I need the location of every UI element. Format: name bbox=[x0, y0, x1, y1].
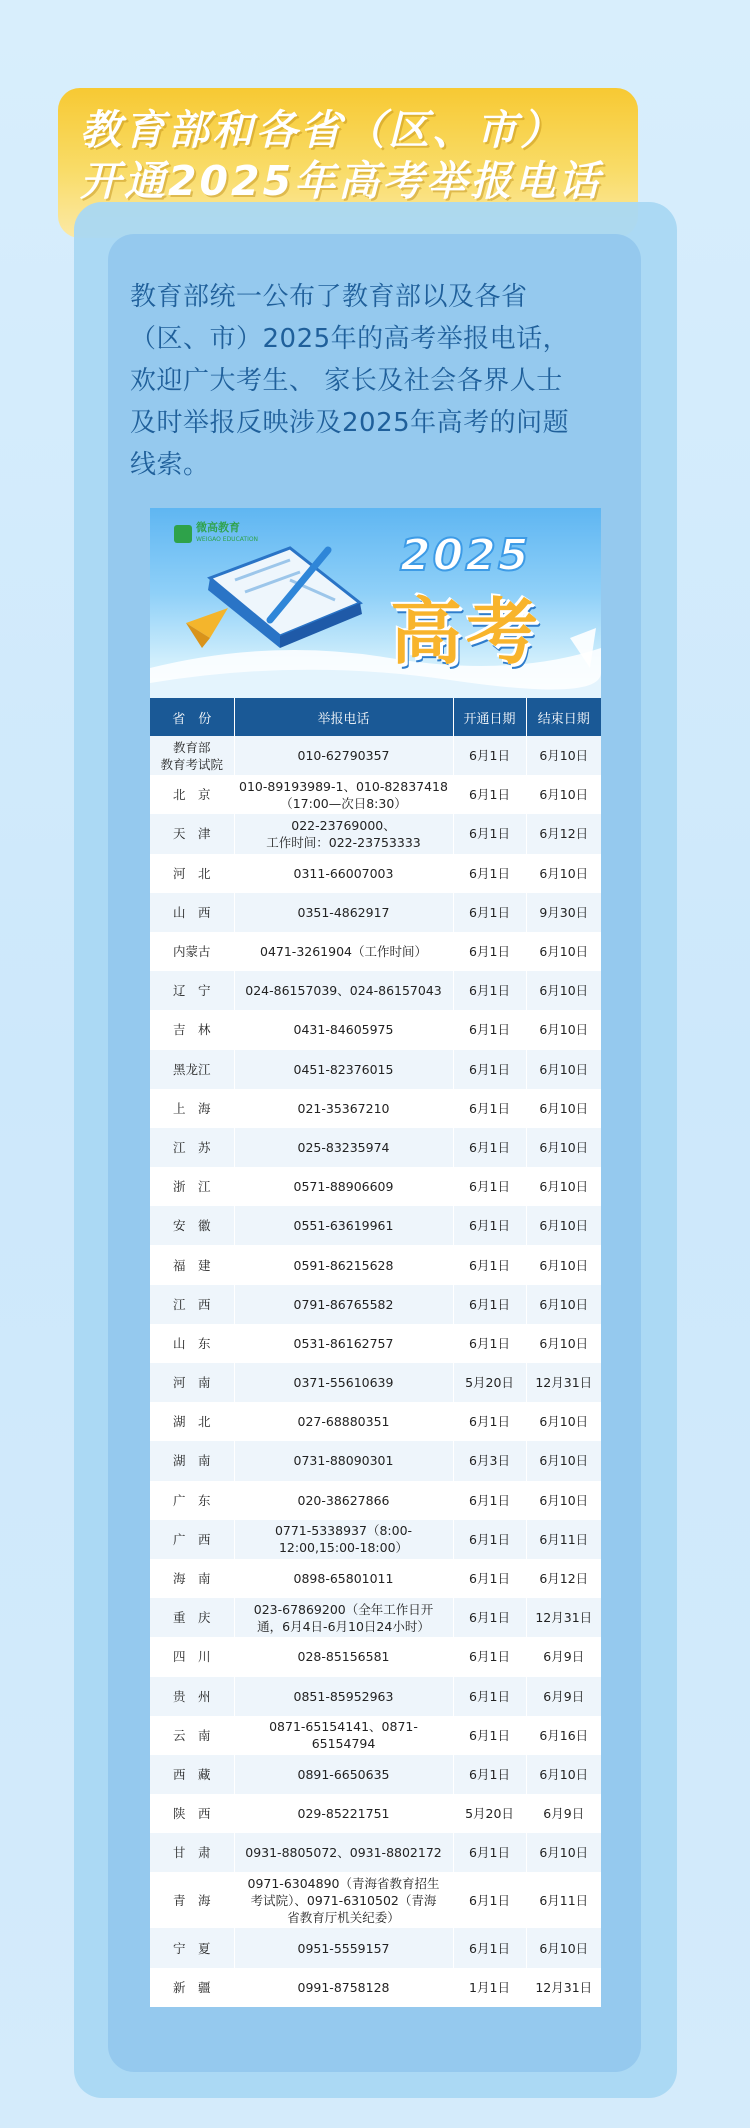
cell-phone: 0351-4862917 bbox=[234, 893, 453, 932]
cell-province: 四 川 bbox=[150, 1637, 234, 1676]
cell-province: 福 建 bbox=[150, 1245, 234, 1284]
cell-end-date: 6月10日 bbox=[526, 1089, 601, 1128]
table-row bbox=[150, 1637, 601, 1676]
cell-start-date: 6月1日 bbox=[453, 1481, 526, 1520]
cell-end-date: 6月10日 bbox=[526, 1755, 601, 1794]
cell-phone: 010-62790357 bbox=[234, 736, 453, 775]
cell-province: 青 海 bbox=[150, 1872, 234, 1928]
cell-phone: 027-68880351 bbox=[234, 1402, 453, 1441]
cell-end-date: 6月9日 bbox=[526, 1637, 601, 1676]
table-row bbox=[150, 1968, 601, 2007]
cell-start-date: 6月3日 bbox=[453, 1441, 526, 1480]
cell-end-date: 6月9日 bbox=[526, 1677, 601, 1716]
cell-start-date: 6月1日 bbox=[453, 1520, 526, 1559]
cell-phone: 0371-55610639 bbox=[234, 1363, 453, 1402]
cell-phone: 0871-65154141、0871-65154794 bbox=[234, 1716, 453, 1755]
cell-start-date: 1月1日 bbox=[453, 1968, 526, 2007]
cell-province: 江 西 bbox=[150, 1285, 234, 1324]
cell-start-date: 6月1日 bbox=[453, 736, 526, 775]
cell-end-date: 6月10日 bbox=[526, 1167, 601, 1206]
header-phone: 举报电话 bbox=[234, 698, 453, 736]
cell-phone: 010-89193989-1、010-82837418 （17:00—次日8:30） bbox=[234, 775, 453, 814]
table-row bbox=[150, 1285, 601, 1324]
table-row bbox=[150, 893, 601, 932]
table-row bbox=[150, 1872, 601, 1928]
cell-start-date: 6月1日 bbox=[453, 1324, 526, 1363]
cell-end-date: 6月10日 bbox=[526, 736, 601, 775]
table-header-row bbox=[150, 698, 601, 736]
cell-phone: 0951-5559157 bbox=[234, 1928, 453, 1967]
cell-phone: 023-67869200（全年工作日开 通，6月4日-6月10日24小时） bbox=[234, 1598, 453, 1637]
table-row bbox=[150, 1245, 601, 1284]
cell-end-date: 6月10日 bbox=[526, 1128, 601, 1167]
cell-end-date: 6月11日 bbox=[526, 1520, 601, 1559]
cell-phone: 020-38627866 bbox=[234, 1481, 453, 1520]
table-row bbox=[150, 932, 601, 971]
cell-start-date: 6月1日 bbox=[453, 1677, 526, 1716]
page-title-line-2: 开通2025年高考举报电话 bbox=[80, 157, 603, 205]
cell-province: 浙 江 bbox=[150, 1167, 234, 1206]
logo-name: 微高教育 bbox=[196, 521, 240, 534]
cell-end-date: 6月10日 bbox=[526, 1050, 601, 1089]
cell-province: 安 徽 bbox=[150, 1206, 234, 1245]
cell-end-date: 6月10日 bbox=[526, 1833, 601, 1872]
cell-province: 天 津 bbox=[150, 814, 234, 853]
table-row bbox=[150, 1598, 601, 1637]
cell-phone: 025-83235974 bbox=[234, 1128, 453, 1167]
table-row bbox=[150, 1481, 601, 1520]
intro-line: 及时举报反映涉及2025年高考的问题 bbox=[130, 408, 570, 438]
cell-province: 教育部 教育考试院 bbox=[150, 736, 234, 775]
table-row bbox=[150, 1559, 601, 1598]
cell-province: 河 北 bbox=[150, 854, 234, 893]
cell-phone: 0898-65801011 bbox=[234, 1559, 453, 1598]
cell-end-date: 6月10日 bbox=[526, 1481, 601, 1520]
cell-phone: 0931-8805072、0931-8802172 bbox=[234, 1833, 453, 1872]
cell-start-date: 6月1日 bbox=[453, 1010, 526, 1049]
table-row bbox=[150, 1716, 601, 1755]
header-start-date: 开通日期 bbox=[453, 698, 526, 736]
table-row bbox=[150, 1050, 601, 1089]
cell-phone: 022-23769000、 工作时间：022-23753333 bbox=[234, 814, 453, 853]
cell-phone: 0311-66007003 bbox=[234, 854, 453, 893]
cell-province: 云 南 bbox=[150, 1716, 234, 1755]
cell-end-date: 6月10日 bbox=[526, 854, 601, 893]
cell-end-date: 12月31日 bbox=[526, 1968, 601, 2007]
cell-phone: 0991-8758128 bbox=[234, 1968, 453, 2007]
cell-end-date: 9月30日 bbox=[526, 893, 601, 932]
cell-start-date: 6月1日 bbox=[453, 1050, 526, 1089]
banner-headline: 高考 bbox=[390, 590, 543, 674]
cell-end-date: 6月11日 bbox=[526, 1872, 601, 1928]
cell-end-date: 6月10日 bbox=[526, 971, 601, 1010]
cell-phone: 021-35367210 bbox=[234, 1089, 453, 1128]
banner-year: 2025 bbox=[400, 530, 531, 581]
cell-province: 北 京 bbox=[150, 775, 234, 814]
cell-province: 山 西 bbox=[150, 893, 234, 932]
cell-province: 山 东 bbox=[150, 1324, 234, 1363]
cell-province: 黑龙江 bbox=[150, 1050, 234, 1089]
cell-end-date: 6月10日 bbox=[526, 1010, 601, 1049]
page-title-line-1: 教育部和各省（区、市） bbox=[80, 106, 564, 154]
cell-phone: 0451-82376015 bbox=[234, 1050, 453, 1089]
table-row bbox=[150, 1441, 601, 1480]
cell-province: 新 疆 bbox=[150, 1968, 234, 2007]
table-row bbox=[150, 1167, 601, 1206]
table-row bbox=[150, 775, 601, 814]
hotline-table bbox=[150, 698, 601, 2007]
table-row bbox=[150, 1755, 601, 1794]
header-end-date: 结束日期 bbox=[526, 698, 601, 736]
cell-start-date: 6月1日 bbox=[453, 1089, 526, 1128]
cell-start-date: 6月1日 bbox=[453, 1716, 526, 1755]
cell-end-date: 6月10日 bbox=[526, 775, 601, 814]
table-row bbox=[150, 1794, 601, 1833]
intro-line: 教育部统一公布了教育部以及各省 bbox=[130, 282, 528, 312]
cell-end-date: 6月10日 bbox=[526, 1206, 601, 1245]
table-row bbox=[150, 814, 601, 853]
cell-start-date: 6月1日 bbox=[453, 1285, 526, 1324]
table-row bbox=[150, 1206, 601, 1245]
cell-end-date: 6月10日 bbox=[526, 932, 601, 971]
cell-start-date: 6月1日 bbox=[453, 814, 526, 853]
table-row bbox=[150, 854, 601, 893]
table-row bbox=[150, 1089, 601, 1128]
cell-end-date: 6月12日 bbox=[526, 814, 601, 853]
table-row bbox=[150, 736, 601, 775]
cell-start-date: 6月1日 bbox=[453, 1928, 526, 1967]
intro-line: 线索。 bbox=[130, 450, 210, 480]
cell-start-date: 6月1日 bbox=[453, 1402, 526, 1441]
cell-end-date: 6月12日 bbox=[526, 1559, 601, 1598]
cell-start-date: 5月20日 bbox=[453, 1794, 526, 1833]
cell-start-date: 6月1日 bbox=[453, 932, 526, 971]
cell-province: 上 海 bbox=[150, 1089, 234, 1128]
table-row bbox=[150, 1363, 601, 1402]
cell-start-date: 6月1日 bbox=[453, 1637, 526, 1676]
cell-end-date: 6月10日 bbox=[526, 1245, 601, 1284]
cell-start-date: 6月1日 bbox=[453, 1755, 526, 1794]
table-row bbox=[150, 971, 601, 1010]
cell-province: 辽 宁 bbox=[150, 971, 234, 1010]
cell-end-date: 6月10日 bbox=[526, 1402, 601, 1441]
cell-phone: 028-85156581 bbox=[234, 1637, 453, 1676]
cell-end-date: 6月10日 bbox=[526, 1285, 601, 1324]
cell-phone: 0471-3261904（工作时间） bbox=[234, 932, 453, 971]
intro-line: （区、市）2025年的高考举报电话， bbox=[130, 324, 570, 354]
cell-phone: 0731-88090301 bbox=[234, 1441, 453, 1480]
cell-province: 重 庆 bbox=[150, 1598, 234, 1637]
cell-province: 河 南 bbox=[150, 1363, 234, 1402]
cell-start-date: 6月1日 bbox=[453, 1167, 526, 1206]
gaokao-banner bbox=[150, 508, 601, 698]
cell-province: 吉 林 bbox=[150, 1010, 234, 1049]
cell-province: 江 苏 bbox=[150, 1128, 234, 1167]
logo-icon bbox=[174, 525, 192, 543]
table-row bbox=[150, 1833, 601, 1872]
cell-start-date: 6月1日 bbox=[453, 1598, 526, 1637]
cell-province: 广 西 bbox=[150, 1520, 234, 1559]
cell-start-date: 6月1日 bbox=[453, 1833, 526, 1872]
cell-end-date: 6月10日 bbox=[526, 1928, 601, 1967]
cell-end-date: 6月16日 bbox=[526, 1716, 601, 1755]
cell-start-date: 6月1日 bbox=[453, 775, 526, 814]
cell-phone: 024-86157039、024-86157043 bbox=[234, 971, 453, 1010]
cell-phone: 029-85221751 bbox=[234, 1794, 453, 1833]
table-row bbox=[150, 1010, 601, 1049]
table-body bbox=[150, 736, 601, 2007]
cell-start-date: 6月1日 bbox=[453, 893, 526, 932]
cell-start-date: 6月1日 bbox=[453, 1872, 526, 1928]
cell-province: 陕 西 bbox=[150, 1794, 234, 1833]
cell-phone: 0551-63619961 bbox=[234, 1206, 453, 1245]
cell-phone: 0431-84605975 bbox=[234, 1010, 453, 1049]
cell-phone: 0531-86162757 bbox=[234, 1324, 453, 1363]
cell-end-date: 6月10日 bbox=[526, 1441, 601, 1480]
cell-province: 内蒙古 bbox=[150, 932, 234, 971]
table-row bbox=[150, 1677, 601, 1716]
intro-line: 欢迎广大考生、 家长及社会各界人士 bbox=[130, 366, 563, 396]
cell-province: 贵 州 bbox=[150, 1677, 234, 1716]
cell-start-date: 6月1日 bbox=[453, 854, 526, 893]
cell-end-date: 6月9日 bbox=[526, 1794, 601, 1833]
cell-end-date: 12月31日 bbox=[526, 1598, 601, 1637]
cell-start-date: 6月1日 bbox=[453, 1206, 526, 1245]
cell-phone: 0971-6304890（青海省教育招生 考试院）、0971-6310502（青海 省教育厅机关纪委） bbox=[234, 1872, 453, 1928]
cell-province: 宁 夏 bbox=[150, 1928, 234, 1967]
intro-paragraph bbox=[130, 276, 620, 486]
cell-phone: 0891-6650635 bbox=[234, 1755, 453, 1794]
logo-tagline: WEIGAO EDUCATION bbox=[196, 536, 259, 543]
cell-phone: 0571-88906609 bbox=[234, 1167, 453, 1206]
cell-start-date: 6月1日 bbox=[453, 1245, 526, 1284]
cell-province: 广 东 bbox=[150, 1481, 234, 1520]
table-row bbox=[150, 1928, 601, 1967]
cell-start-date: 6月1日 bbox=[453, 1559, 526, 1598]
cell-province: 湖 南 bbox=[150, 1441, 234, 1480]
cell-province: 甘 肃 bbox=[150, 1833, 234, 1872]
cell-phone: 0771-5338937（8:00- 12:00,15:00-18:00） bbox=[234, 1520, 453, 1559]
cell-phone: 0791-86765582 bbox=[234, 1285, 453, 1324]
table-row bbox=[150, 1402, 601, 1441]
table-row bbox=[150, 1128, 601, 1167]
cell-end-date: 12月31日 bbox=[526, 1363, 601, 1402]
cell-start-date: 6月1日 bbox=[453, 971, 526, 1010]
cell-start-date: 5月20日 bbox=[453, 1363, 526, 1402]
cell-province: 海 南 bbox=[150, 1559, 234, 1598]
cell-province: 湖 北 bbox=[150, 1402, 234, 1441]
header-province: 省 份 bbox=[150, 698, 234, 736]
table-row bbox=[150, 1520, 601, 1559]
cell-end-date: 6月10日 bbox=[526, 1324, 601, 1363]
table-row bbox=[150, 1324, 601, 1363]
cell-start-date: 6月1日 bbox=[453, 1128, 526, 1167]
cell-province: 西 藏 bbox=[150, 1755, 234, 1794]
cell-phone: 0851-85952963 bbox=[234, 1677, 453, 1716]
cell-phone: 0591-86215628 bbox=[234, 1245, 453, 1284]
